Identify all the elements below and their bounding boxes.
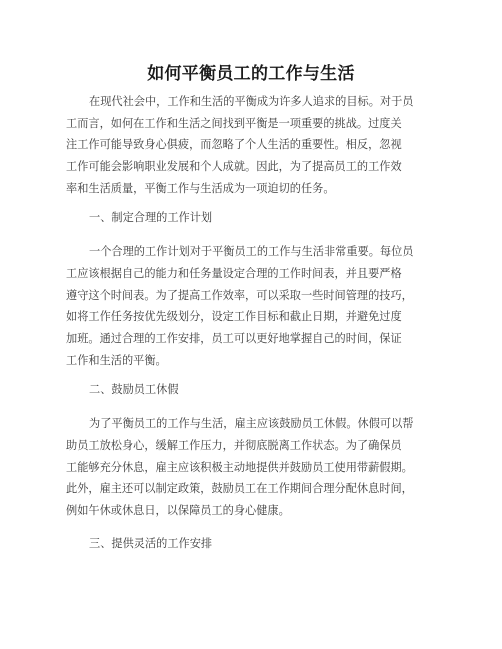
section-line: 如将工作任务按优先级划分，设定工作目标和截止日期，并避免过度 [66,310,402,323]
section-line: 工作和生活的平衡。 [66,354,167,367]
section-line: 助员工放松身心，缓解工作压力，并彻底脱离工作状态。为了确保员 [66,439,402,452]
intro-line: 注工作可能导致身心俱疲，而忽略了个人生活的重要性。相反，忽视 [66,138,402,151]
section-heading: 三、提供灵活的工作安排 [89,537,213,550]
section-line: 此外，雇主还可以制定政策，鼓励员工在工作期间合理分配休息时间， [66,482,413,495]
section-heading: 二、鼓励员工休假 [89,383,179,396]
section-line: 加班。通过合理的工作安排，员工可以更好地掌握自己的时间，保证 [66,332,402,345]
section-line: 工应该根据自己的能力和任务量设定合理的工作时间表，并且要严格 [66,267,402,280]
section-line: 遵守这个时间表。为了提高工作效率，可以采取一些时间管理的技巧， [66,289,413,302]
section-line: 例如午休或休息日，以保障员工的身心健康。 [66,504,290,517]
section-line: 为了平衡员工的工作与生活，雇主应该鼓励员工休假。休假可以帮 [89,417,414,430]
section-heading: 一、制定合理的工作计划 [89,211,213,224]
section-line: 一个合理的工作计划对于平衡员工的工作与生活非常重要。每位员 [89,245,414,258]
intro-line: 工作可能会影响职业发展和个人成就。因此，为了提高员工的工作效 [66,160,402,173]
intro-line: 在现代社会中，工作和生活的平衡成为许多人追求的目标。对于员 [89,95,414,108]
intro-line: 率和生活质量，平衡工作与生活成为一项迫切的任务。 [66,182,335,195]
page-title: 如何平衡员工的工作与生活 [147,64,355,84]
intro-line: 工而言，如何在工作和生活之间找到平衡是一项重要的挑战。过度关 [66,117,402,130]
section-line: 工能够充分休息，雇主应该积极主动地提供并鼓励员工使用带薪假期。 [66,461,413,474]
